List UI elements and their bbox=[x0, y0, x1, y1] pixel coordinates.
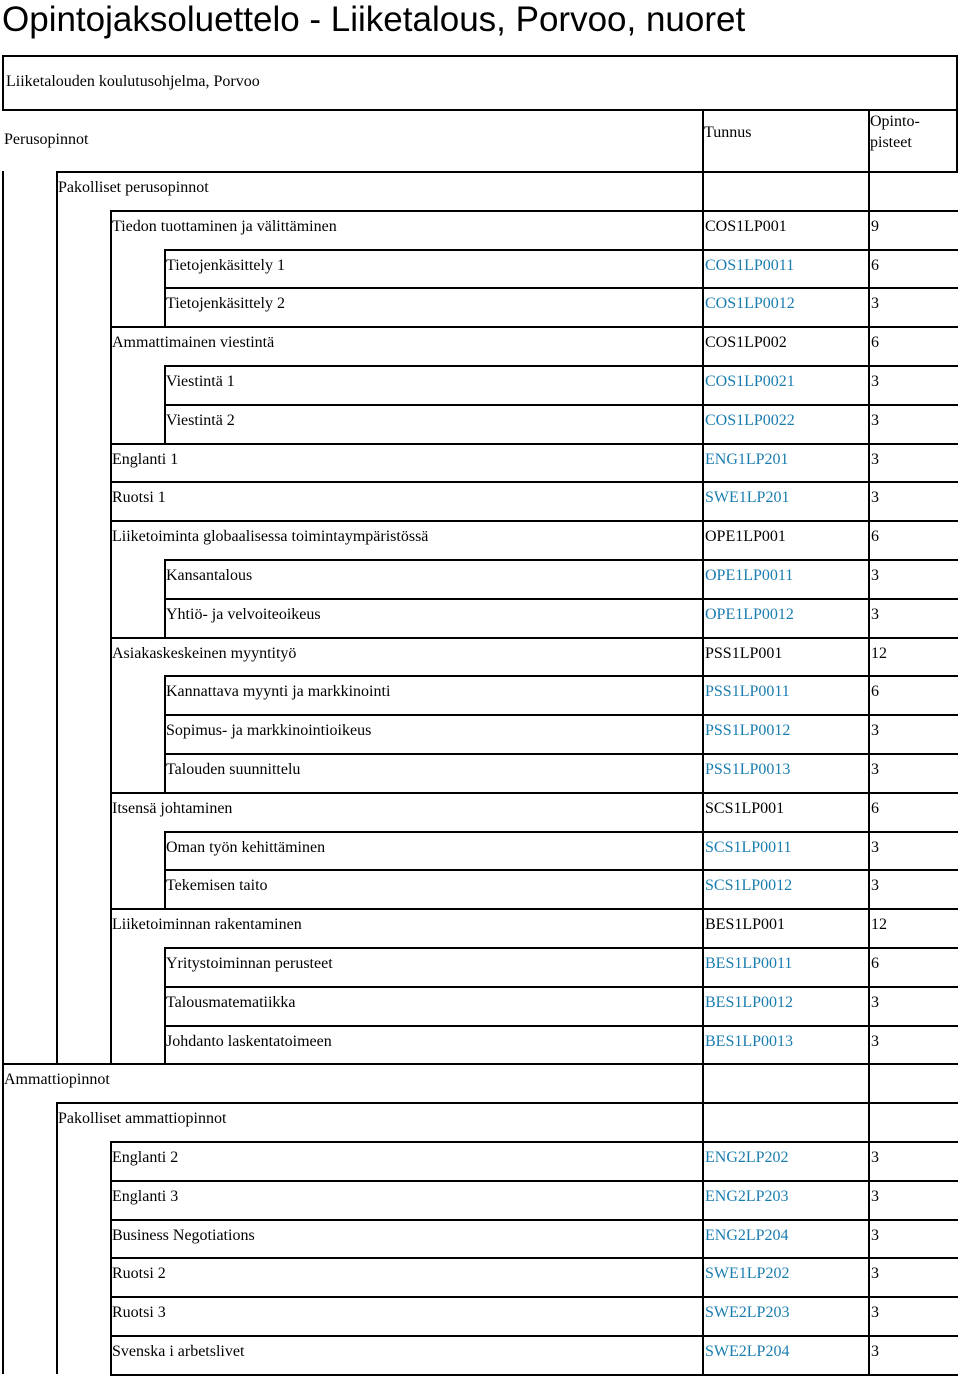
course-credits: 3 bbox=[871, 1226, 879, 1244]
course-code-link[interactable]: ENG2LP203 bbox=[705, 1187, 789, 1205]
column-divider bbox=[56, 326, 58, 365]
course-credits: 3 bbox=[871, 1265, 879, 1283]
column-divider bbox=[868, 249, 870, 288]
column-divider bbox=[56, 598, 58, 637]
course-credits: 12 bbox=[871, 644, 887, 662]
column-divider bbox=[56, 831, 58, 870]
course-name: Yhtiö- ja velvoiteoikeus bbox=[166, 605, 321, 623]
column-divider bbox=[110, 675, 112, 714]
row-divider bbox=[110, 210, 958, 212]
course-name: Pakolliset ammattiopinnot bbox=[58, 1110, 227, 1128]
column-divider bbox=[868, 287, 870, 326]
course-name: Itsensä johtaminen bbox=[112, 799, 233, 817]
column-divider bbox=[110, 986, 112, 1025]
course-credits: 3 bbox=[871, 993, 879, 1011]
course-credits: 3 bbox=[871, 489, 879, 507]
column-divider bbox=[56, 249, 58, 288]
column-divider bbox=[110, 287, 112, 326]
column-divider bbox=[702, 869, 704, 908]
row-divider bbox=[164, 753, 958, 755]
course-credits: 3 bbox=[871, 838, 879, 856]
row-divider bbox=[2, 109, 958, 111]
column-divider bbox=[702, 559, 704, 598]
course-code: BES1LP001 bbox=[705, 916, 786, 934]
course-credits: 3 bbox=[871, 450, 879, 468]
column-divider bbox=[56, 1257, 58, 1296]
column-divider bbox=[868, 109, 870, 171]
column-divider bbox=[702, 1257, 704, 1296]
row-divider bbox=[56, 171, 958, 173]
column-divider bbox=[868, 792, 870, 831]
course-name: Ammattimainen viestintä bbox=[112, 334, 275, 352]
column-divider bbox=[56, 753, 58, 792]
column-divider bbox=[702, 637, 704, 676]
row-divider bbox=[164, 831, 958, 833]
course-name: Viestintä 1 bbox=[166, 373, 235, 390]
row-divider bbox=[2, 55, 958, 57]
row-divider bbox=[164, 869, 958, 871]
course-name: Ruotsi 2 bbox=[112, 1265, 166, 1283]
course-name: Ammattiopinnot bbox=[4, 1071, 110, 1089]
column-divider bbox=[56, 1296, 58, 1335]
column-divider bbox=[702, 520, 704, 559]
course-code-link[interactable]: COS1LP0011 bbox=[705, 256, 795, 274]
column-divider bbox=[702, 481, 704, 520]
column-divider bbox=[56, 1025, 58, 1064]
course-credits: 3 bbox=[871, 877, 879, 895]
row-divider bbox=[164, 598, 958, 600]
course-code-link[interactable]: BES1LP0011 bbox=[705, 955, 793, 972]
row-divider bbox=[110, 1219, 958, 1221]
column-divider bbox=[868, 171, 870, 210]
row-divider bbox=[164, 675, 958, 677]
column-divider bbox=[110, 249, 112, 288]
column-divider bbox=[868, 637, 870, 676]
course-name: Tietojenkäsittely 2 bbox=[166, 295, 285, 313]
course-name: Englanti 3 bbox=[112, 1187, 179, 1205]
course-code: PSS1LP001 bbox=[705, 644, 783, 662]
column-divider bbox=[110, 869, 112, 908]
course-credits: 3 bbox=[871, 1187, 879, 1205]
column-divider bbox=[110, 1025, 112, 1064]
course-credits: 3 bbox=[871, 1343, 879, 1360]
row-divider bbox=[110, 481, 958, 483]
column-divider bbox=[702, 1335, 704, 1374]
column-divider bbox=[868, 1063, 870, 1102]
row-divider bbox=[110, 1257, 958, 1259]
course-name: Asiakaskeskeinen myyntityö bbox=[112, 644, 297, 662]
row-divider bbox=[56, 1102, 958, 1104]
course-credits: 3 bbox=[871, 605, 879, 623]
course-credits: 3 bbox=[871, 373, 879, 390]
course-code: COS1LP001 bbox=[705, 217, 787, 235]
column-divider bbox=[868, 675, 870, 714]
course-name: Ruotsi 3 bbox=[112, 1304, 166, 1322]
column-divider bbox=[868, 1296, 870, 1335]
column-divider bbox=[56, 792, 58, 831]
course-code: OPE1LP001 bbox=[705, 528, 786, 546]
course-credits: 6 bbox=[871, 334, 879, 352]
course-name: Viestintä 2 bbox=[166, 411, 235, 429]
course-name: Tekemisen taito bbox=[166, 877, 268, 895]
column-divider bbox=[110, 404, 112, 443]
column-divider bbox=[868, 326, 870, 365]
column-divider bbox=[702, 714, 704, 753]
course-credits: 3 bbox=[871, 761, 879, 778]
page-title: Opintojaksoluettelo - Liiketalous, Porvoo, nuoret bbox=[2, 0, 746, 39]
course-name: Kannattava myynti ja markkinointi bbox=[166, 683, 391, 701]
course-code-link[interactable]: PSS1LP0013 bbox=[705, 761, 791, 778]
column-divider bbox=[56, 869, 58, 908]
column-divider bbox=[868, 1180, 870, 1219]
course-name: Tiedon tuottaminen ja välittäminen bbox=[112, 217, 337, 235]
column-divider bbox=[956, 55, 958, 109]
column-divider bbox=[868, 947, 870, 986]
row-divider bbox=[110, 908, 958, 910]
column-divider bbox=[2, 171, 4, 1374]
column-divider bbox=[702, 947, 704, 986]
column-divider bbox=[56, 404, 58, 443]
column-divider bbox=[110, 947, 112, 986]
column-divider bbox=[2, 55, 4, 109]
course-name: Yritystoiminnan perusteet bbox=[166, 955, 333, 972]
row-divider bbox=[2, 1063, 958, 1065]
column-divider bbox=[868, 1141, 870, 1180]
row-divider bbox=[110, 637, 958, 639]
course-credits: 3 bbox=[871, 567, 879, 584]
section-heading: Perusopinnot bbox=[4, 131, 89, 148]
row-divider bbox=[164, 287, 958, 289]
column-divider bbox=[868, 908, 870, 947]
course-credits: 3 bbox=[871, 411, 879, 429]
column-divider bbox=[868, 831, 870, 870]
column-divider bbox=[702, 1025, 704, 1064]
column-divider bbox=[868, 598, 870, 637]
program-name: Liiketalouden koulutusohjelma, Porvoo bbox=[6, 73, 260, 90]
course-code-link[interactable]: SCS1LP0011 bbox=[705, 838, 792, 856]
course-code-link[interactable]: OPE1LP0012 bbox=[705, 605, 794, 623]
course-code-link[interactable]: SWE1LP202 bbox=[705, 1265, 790, 1283]
column-divider bbox=[868, 443, 870, 482]
column-divider bbox=[110, 714, 112, 753]
column-divider bbox=[56, 1335, 58, 1374]
course-code-link[interactable]: PSS1LP0011 bbox=[705, 683, 790, 701]
column-divider bbox=[702, 404, 704, 443]
column-divider bbox=[110, 559, 112, 598]
column-divider bbox=[702, 831, 704, 870]
column-divider bbox=[868, 210, 870, 249]
course-credits: 6 bbox=[871, 683, 879, 701]
credits-column-header-line-1: Opinto- bbox=[870, 113, 920, 130]
course-name: Johdanto laskentatoimeen bbox=[166, 1032, 332, 1050]
course-code-link[interactable]: ENG2LP202 bbox=[705, 1149, 789, 1166]
course-code-link[interactable]: COS1LP0022 bbox=[705, 411, 795, 429]
course-name: Kansantalous bbox=[166, 567, 253, 584]
row-divider bbox=[110, 1335, 958, 1337]
course-name: Svenska i arbetslivet bbox=[112, 1343, 245, 1360]
column-divider bbox=[702, 1063, 704, 1102]
row-divider bbox=[110, 520, 958, 522]
column-divider bbox=[56, 365, 58, 404]
column-divider bbox=[56, 443, 58, 482]
row-divider bbox=[164, 365, 958, 367]
column-divider bbox=[702, 443, 704, 482]
column-divider bbox=[702, 326, 704, 365]
column-divider bbox=[702, 675, 704, 714]
course-code-link[interactable]: ENG2LP204 bbox=[705, 1226, 789, 1244]
column-divider bbox=[56, 1141, 58, 1180]
row-divider bbox=[164, 404, 958, 406]
column-divider bbox=[702, 1180, 704, 1219]
column-divider bbox=[702, 986, 704, 1025]
column-divider bbox=[56, 559, 58, 598]
course-code-link[interactable]: SWE2LP203 bbox=[705, 1304, 790, 1322]
row-divider bbox=[164, 249, 958, 251]
column-divider bbox=[868, 986, 870, 1025]
column-divider bbox=[56, 287, 58, 326]
course-name: Oman työn kehittäminen bbox=[166, 838, 326, 856]
course-credits: 6 bbox=[871, 799, 879, 817]
row-divider bbox=[110, 792, 958, 794]
course-code-link[interactable]: BES1LP0012 bbox=[705, 993, 794, 1011]
column-divider bbox=[868, 714, 870, 753]
column-divider bbox=[56, 210, 58, 249]
column-divider bbox=[868, 404, 870, 443]
course-name: Pakolliset perusopinnot bbox=[58, 179, 209, 196]
course-name: Englanti 2 bbox=[112, 1149, 179, 1166]
column-divider bbox=[56, 675, 58, 714]
course-name: Talousmatematiikka bbox=[166, 993, 296, 1011]
course-credits: 3 bbox=[871, 1032, 879, 1050]
row-divider bbox=[110, 1296, 958, 1298]
course-code-link[interactable]: SWE2LP204 bbox=[705, 1343, 790, 1360]
column-divider bbox=[110, 831, 112, 870]
column-divider bbox=[702, 1296, 704, 1335]
course-name: Sopimus- ja markkinointioikeus bbox=[166, 722, 372, 740]
course-code: SCS1LP001 bbox=[705, 799, 785, 817]
course-credits: 12 bbox=[871, 916, 887, 934]
column-divider bbox=[110, 753, 112, 792]
course-code-link[interactable]: COS1LP0012 bbox=[705, 295, 795, 313]
course-name: Tietojenkäsittely 1 bbox=[166, 256, 285, 274]
course-code: COS1LP002 bbox=[705, 334, 787, 352]
credits-column-header-line-2: pisteet bbox=[870, 134, 912, 151]
column-divider bbox=[868, 1025, 870, 1064]
column-divider bbox=[56, 520, 58, 559]
column-divider bbox=[702, 792, 704, 831]
course-code-link[interactable]: ENG1LP201 bbox=[705, 450, 789, 468]
course-name: Business Negotiations bbox=[112, 1226, 255, 1244]
course-credits: 3 bbox=[871, 1304, 879, 1322]
column-divider bbox=[702, 1219, 704, 1258]
column-divider bbox=[868, 1219, 870, 1258]
course-credits: 6 bbox=[871, 256, 879, 274]
column-divider bbox=[956, 109, 958, 171]
course-credits: 3 bbox=[871, 1149, 879, 1166]
column-divider bbox=[702, 1102, 704, 1141]
column-divider bbox=[56, 908, 58, 947]
column-divider bbox=[56, 637, 58, 676]
course-name: Talouden suunnittelu bbox=[166, 761, 301, 778]
course-credits: 9 bbox=[871, 217, 879, 235]
course-credits: 6 bbox=[871, 955, 879, 972]
row-divider bbox=[164, 714, 958, 716]
course-name: Englanti 1 bbox=[112, 450, 179, 468]
row-divider bbox=[164, 986, 958, 988]
row-divider bbox=[110, 1141, 958, 1143]
column-divider bbox=[56, 714, 58, 753]
course-name: Ruotsi 1 bbox=[112, 489, 166, 507]
row-divider bbox=[164, 1025, 958, 1027]
course-code-link[interactable]: OPE1LP0011 bbox=[705, 567, 794, 584]
column-divider bbox=[702, 1141, 704, 1180]
course-credits: 6 bbox=[871, 528, 879, 546]
column-divider bbox=[868, 559, 870, 598]
column-divider bbox=[56, 481, 58, 520]
column-divider bbox=[868, 1102, 870, 1141]
column-divider bbox=[702, 171, 704, 210]
row-divider bbox=[110, 326, 958, 328]
column-divider bbox=[702, 598, 704, 637]
column-divider bbox=[110, 598, 112, 637]
course-name: Liiketoiminta globaalisessa toimintaympäristössä bbox=[112, 528, 429, 546]
course-code-link[interactable]: BES1LP0013 bbox=[705, 1032, 794, 1050]
column-divider bbox=[868, 481, 870, 520]
column-divider bbox=[868, 520, 870, 559]
course-code-link[interactable]: PSS1LP0012 bbox=[705, 722, 791, 740]
column-divider bbox=[702, 908, 704, 947]
row-divider bbox=[110, 1180, 958, 1182]
column-divider bbox=[56, 1180, 58, 1219]
column-divider bbox=[868, 1335, 870, 1374]
column-divider bbox=[702, 287, 704, 326]
course-code-link[interactable]: SWE1LP201 bbox=[705, 489, 790, 507]
course-credits: 3 bbox=[871, 722, 879, 740]
row-divider bbox=[164, 559, 958, 561]
code-column-header: Tunnus bbox=[704, 124, 752, 141]
column-divider bbox=[702, 753, 704, 792]
column-divider bbox=[868, 753, 870, 792]
column-divider bbox=[868, 869, 870, 908]
column-divider bbox=[110, 365, 112, 404]
column-divider bbox=[702, 210, 704, 249]
column-divider bbox=[702, 365, 704, 404]
course-credits: 3 bbox=[871, 295, 879, 313]
course-code-link[interactable]: SCS1LP0012 bbox=[705, 877, 793, 895]
column-divider bbox=[56, 947, 58, 986]
column-divider bbox=[702, 249, 704, 288]
course-code-link[interactable]: COS1LP0021 bbox=[705, 373, 795, 390]
column-divider bbox=[868, 365, 870, 404]
column-divider bbox=[56, 986, 58, 1025]
column-divider bbox=[702, 109, 704, 171]
column-divider bbox=[56, 1219, 58, 1258]
row-divider bbox=[164, 947, 958, 949]
course-name: Liiketoiminnan rakentaminen bbox=[112, 916, 302, 934]
row-divider bbox=[110, 443, 958, 445]
column-divider bbox=[868, 1257, 870, 1296]
